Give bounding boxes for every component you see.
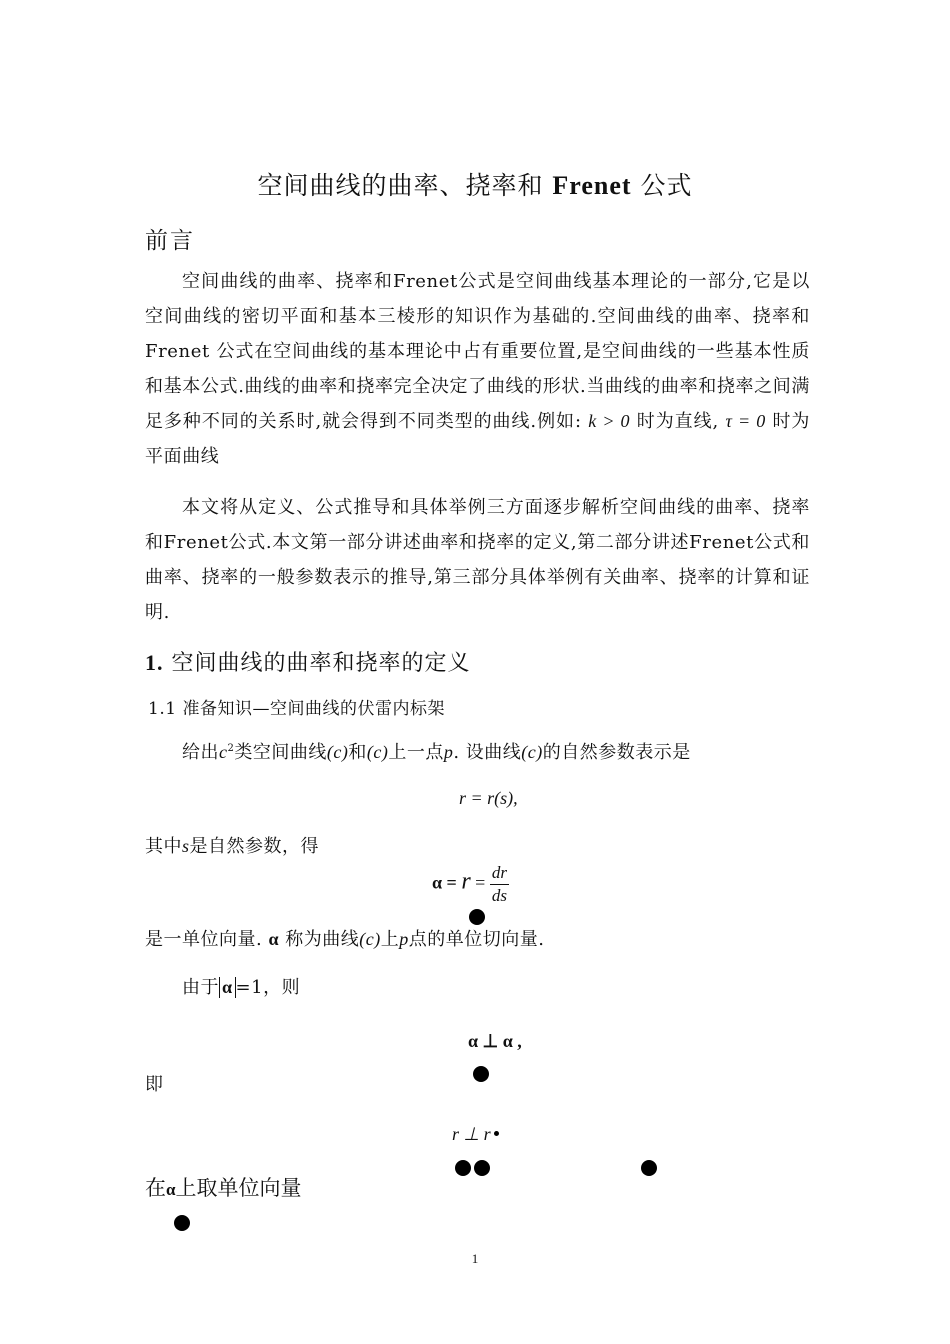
where-text-a: 其中 [145, 836, 182, 857]
where-s: s [182, 836, 190, 856]
since-text-b: =1，则 [235, 977, 301, 998]
unit-text-b: 称为曲线 [285, 929, 360, 950]
given-text-a: 给出 [182, 742, 219, 763]
preface-heading: 前言 [145, 228, 195, 254]
intro-paragraph-2: 本文将从定义、公式推导和具体举例三方面逐步解析空间曲线的曲率、挠率和Frenet公式.本文第一部分讲述曲率和挠率的定义,第二部分讲述Frenet公式和曲率、挠率的一般参数表示的推导,第三部分具体举例有关曲率、挠率的计算和证明. [145, 497, 810, 623]
derivative-dot-mark-3 [455, 1160, 471, 1176]
derivative-dot-mark [469, 909, 485, 925]
derivative-small-dot [494, 1131, 499, 1136]
unit-text-d: 点的单位切向量. [408, 929, 545, 950]
equation-r-perp: r ⊥ r [452, 1124, 491, 1144]
intro-p1-mid: 时为直线, [636, 411, 719, 432]
unit-alpha: α [268, 929, 280, 949]
given-curve-c-3: (c) [521, 742, 543, 762]
section-1-heading [145, 646, 471, 677]
given-curve-c-1: (c) [326, 742, 349, 762]
page-title [0, 166, 950, 202]
take-text-a: 在 [145, 1176, 166, 1200]
eq2-denominator: ds [491, 886, 507, 905]
given-text-b: 类空间曲线 [234, 742, 327, 763]
eq2-equals: = [475, 872, 486, 893]
unit-tangent-line [145, 925, 544, 951]
derivative-dot-mark-2 [473, 1066, 489, 1082]
unit-vector-line [145, 1172, 302, 1202]
intro-paragraph-1 [145, 264, 810, 474]
title-chinese: 空间曲线的曲率、挠率和 [257, 171, 544, 200]
given-c2: c [219, 742, 228, 762]
given-text-e: 上一点 [388, 742, 444, 763]
intro-p1-end: 时为平面曲线 [145, 411, 811, 467]
section-1-number: 1. [145, 650, 164, 675]
ji-text: 即 [145, 1074, 164, 1095]
since-text-a: 由于 [182, 977, 219, 998]
given-text-g: 的自然参数表示是 [542, 742, 691, 763]
subsection-1-1-heading: 1.1 准备知识—空间曲线的伏雷内标架 [148, 699, 445, 719]
title-frenet: Frenet [552, 171, 632, 200]
natural-parameter-line [145, 832, 319, 858]
unit-text-a: 是一单位向量. [145, 929, 263, 950]
intro-p1-text: 空间曲线的曲率、挠率和Frenet公式是空间曲线基本理论的一部分,它是以空间曲线的密切平面和基本三棱形的知识作为基础的.空间曲线的曲率、挠率和Frenet 公式在空间曲线的基本理论中占有重要位置,是空间曲线的一些基本性质和基本公式.曲线的曲率和挠率完全决定了曲线的形状.当曲线的曲率和挠率之间满足多种不同的关系时,就会得到不同类型的曲线.例如: [145, 271, 810, 432]
equation-alpha-perp: α ⊥ α , [468, 1031, 522, 1051]
take-text-b: 上取单位向量 [175, 1176, 302, 1200]
unit-curve-c: (c) [359, 929, 381, 949]
eq2-numerator: dr [490, 862, 509, 885]
given-c2-sup: 2 [227, 743, 235, 754]
derivative-dot-mark-6 [174, 1215, 190, 1231]
given-point-p: p [443, 742, 454, 762]
intro-math-tau: τ = 0 [725, 411, 766, 431]
given-curve-line [182, 738, 691, 764]
given-curve-c-2: (c) [366, 742, 389, 762]
unit-point-p: p [399, 929, 409, 949]
intro-math-k: k > 0 [588, 411, 631, 431]
eq2-r: r [461, 868, 471, 895]
unit-text-c: 上 [380, 929, 400, 950]
eq2-lhs: α = [432, 872, 457, 893]
derivative-dot-mark-4 [474, 1160, 490, 1176]
section-1-title: 空间曲线的曲率和挠率的定义 [171, 651, 471, 676]
page-number: 1 [471, 1251, 479, 1266]
norm-bars [219, 977, 236, 998]
title-tail: 公式 [640, 171, 693, 200]
equation-alpha-derivative [432, 862, 509, 907]
eq2-fraction [490, 862, 509, 907]
derivative-dot-mark-5 [641, 1160, 657, 1176]
take-alpha: α [166, 1180, 176, 1199]
since-norm-line [182, 973, 300, 999]
given-text-d: 和 [348, 742, 367, 763]
where-text-b: 是自然参数，得 [189, 836, 320, 857]
given-text-f: . 设曲线 [453, 742, 522, 763]
since-alpha: α [222, 977, 233, 997]
equation-r-of-s: r = r(s), [459, 788, 518, 808]
